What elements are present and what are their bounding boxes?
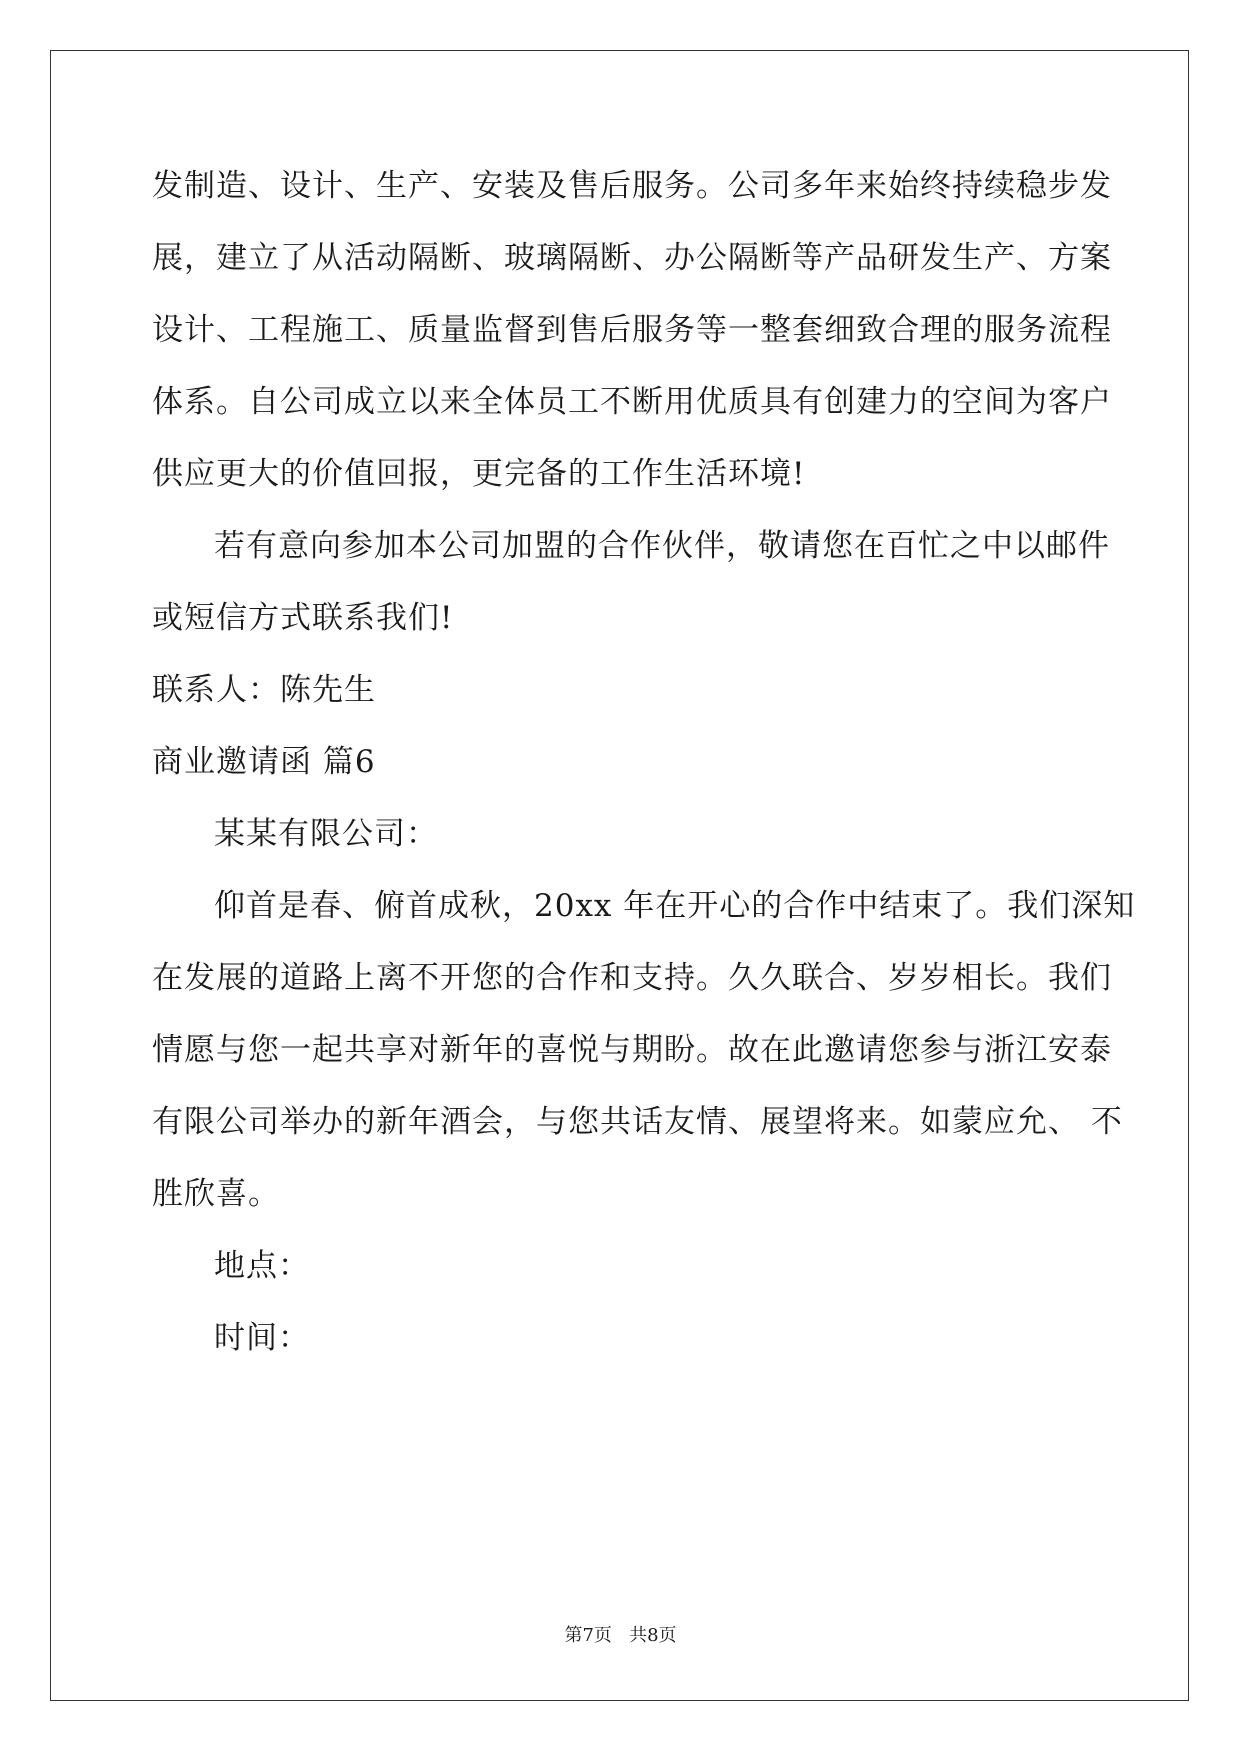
text-line-5: 供应更大的价值回报，更完备的工作生活环境! <box>152 456 806 492</box>
text-line-6: 若有意向参加本公司加盟的合作伙伴，敬请您在百忙之中以邮件 <box>214 528 1110 564</box>
text-line-13: 情愿与您一起共享对新年的喜悦与期盼。故在此邀请您参与浙江安泰 <box>152 1032 1112 1068</box>
location-label: 地点： <box>214 1248 310 1284</box>
text-line-14: 有限公司举办的新年酒会，与您共话友情、展望将来。如蒙应允、 不 <box>152 1104 1123 1140</box>
page-number: 第7页 <box>564 1625 612 1646</box>
text-line-4: 体系。自公司成立以来全体员工不断用优质具有创建力的空间为客户 <box>152 384 1112 420</box>
text-line-1: 发制造、设计、生产、安装及售后服务。公司多年来始终持续稳步发 <box>152 168 1112 204</box>
salutation: 某某有限公司： <box>214 816 438 852</box>
page-footer <box>0 1624 1241 1648</box>
text-line-2: 展，建立了从活动隔断、玻璃隔断、办公隔断等产品研发生产、方案 <box>152 240 1112 276</box>
section-heading: 商业邀请函 篇6 <box>152 744 376 780</box>
text-line-15: 胜欣喜。 <box>152 1176 280 1212</box>
time-label: 时间： <box>214 1320 310 1356</box>
contact-line: 联系人：陈先生 <box>152 672 376 708</box>
text-line-12: 在发展的道路上离不开您的合作和支持。久久联合、岁岁相长。我们 <box>152 960 1112 996</box>
page-total: 共8页 <box>629 1625 677 1646</box>
text-line-3: 设计、工程施工、质量监督到售后服务等一整套细致合理的服务流程 <box>152 312 1112 348</box>
text-line-7: 或短信方式联系我们! <box>152 600 454 636</box>
text-line-11: 仰首是春、俯首成秋，20xx 年在开心的合作中结束了。我们深知 <box>214 888 1136 924</box>
page-border <box>50 50 1189 1701</box>
